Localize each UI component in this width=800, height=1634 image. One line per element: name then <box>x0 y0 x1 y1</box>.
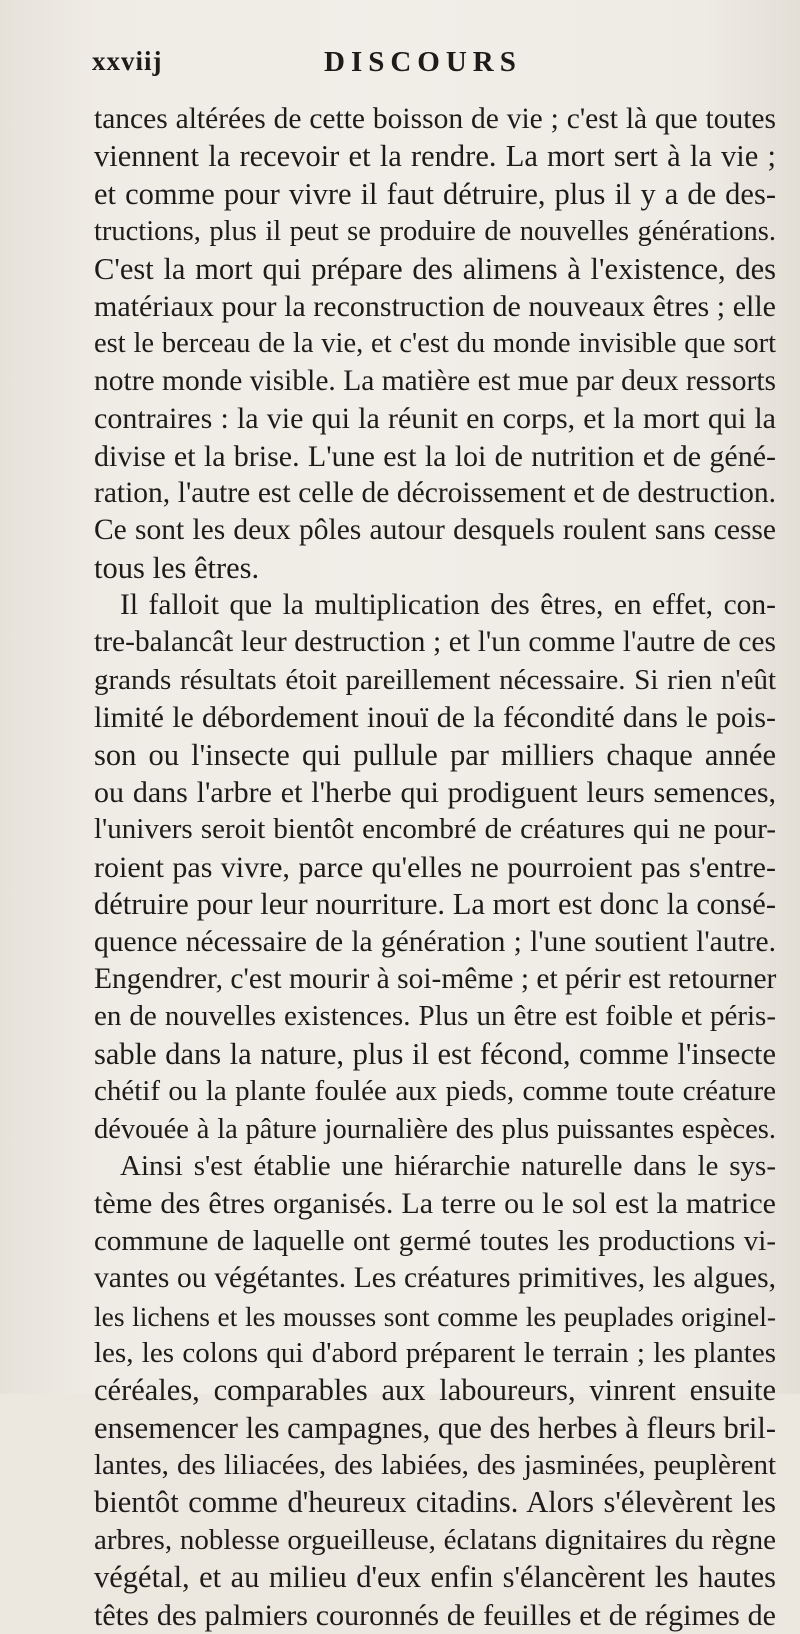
text-line: arbres, noblesse orgueilleuse, éclatans dignitaires du règne <box>94 1523 776 1556</box>
page-number: xxviij <box>92 46 163 76</box>
text-line: viennent la recevoir et la rendre. La mort sert à la vie ; <box>94 139 776 174</box>
text-line: divise et la brise. L'une est la loi de nutrition et de géné- <box>94 439 776 473</box>
text-line: sable dans la nature, plus il est fécond, comme l'insecte <box>94 1036 776 1071</box>
paragraph-start-line: Ainsi s'est établie une hiérarchie naturelle dans le sys- <box>120 1149 776 1182</box>
text-line: commune de laquelle ont germé toutes les productions vi- <box>94 1224 776 1257</box>
text-line: chétif ou la plante foulée aux pieds, comme toute créature <box>94 1075 776 1108</box>
text-line: ensemencer les campagnes, que des herbes à fleurs bril- <box>94 1410 776 1445</box>
text-line: tre-balancât leur destruction ; et l'un comme l'autre de ces <box>94 626 776 659</box>
text-line: céréales, comparables aux laboureurs, vinrent ensuite <box>94 1373 776 1408</box>
text-line: dévouée à la pâture journalière des plus puissantes espèces. <box>94 1113 776 1145</box>
text-line: vantes ou végétantes. Les créatures primitives, les algues, <box>94 1262 776 1295</box>
text-line: grands résultats étoit pareillement nécessaire. Si rien n'eût <box>94 663 776 696</box>
text-line: détruire pour leur nourriture. La mort est donc la consé- <box>94 887 776 922</box>
text-line: têtes des palmiers couronnés de feuilles et de régimes de <box>94 1598 776 1632</box>
text-line: tructions, plus il peut se produire de nouvelles générations. <box>94 216 776 248</box>
text-line: ration, l'autre est celle de décroissement et de destruction. <box>94 476 776 509</box>
text-line: Engendrer, c'est mourir à soi-même ; et périr est retourner <box>94 962 777 995</box>
text-line: tances altérées de cette boisson de vie ; c'est là que toutes <box>94 103 776 135</box>
text-line: limité le débordement inouï de la fécondité dans le pois- <box>94 701 776 735</box>
paragraph-start-line: Il falloit que la multiplication des êtres, en effet, con- <box>120 589 776 622</box>
text-line: C'est la mort qui prépare des alimens à l'existence, des <box>94 251 776 286</box>
text-line: bientôt comme d'heureux citadins. Alors s'élevèrent les <box>94 1485 776 1520</box>
text-line: ou dans l'arbre et l'herbe qui prodiguent leurs semences, <box>94 776 776 810</box>
text-line: les, les colons qui d'abord préparent le terrain ; les plantes <box>94 1336 776 1369</box>
text-line: l'univers seroit bientôt encombré de créatures qui ne pour- <box>94 813 776 846</box>
paragraph-end-line: tous les êtres. <box>94 550 260 585</box>
text-line: matériaux pour la reconstruction de nouveaux êtres ; elle <box>94 289 776 323</box>
text-line: et comme pour vivre il faut détruire, plus il y a de des- <box>94 176 776 211</box>
text-line: tème des êtres organisés. La terre ou le sol est la matrice <box>94 1187 776 1221</box>
text-line: contraires : la vie qui la réunit en corps, et la mort qui la <box>94 402 776 436</box>
text-line: est le berceau de la vie, et c'est du monde invisible que sort <box>94 328 776 360</box>
text-line: Ce sont les deux pôles autour desquels roulent sans cesse <box>94 514 776 547</box>
page-header <box>92 46 772 86</box>
text-line: végétal, et au milieu d'eux enfin s'élancèrent les hautes <box>94 1560 776 1595</box>
text-line: son ou l'insecte qui pullule par milliers chaque année <box>94 737 776 772</box>
text-line: notre monde visible. La matière est mue par deux ressorts <box>94 364 776 397</box>
text-line: quence nécessaire de la génération ; l'une soutient l'autre. <box>94 925 776 958</box>
text-line: lantes, des liliacées, des labiées, des jasminées, peuplèrent <box>94 1449 776 1482</box>
text-line: en de nouvelles existences. Plus un être est foible et péris- <box>94 1000 776 1033</box>
text-line: les lichens et les mousses sont comme les peuplades originel- <box>94 1300 776 1332</box>
body-text <box>94 101 776 1634</box>
running-head: DISCOURS <box>324 46 522 78</box>
text-line: roient pas vivre, parce qu'elles ne pourroient pas s'entre- <box>94 850 776 884</box>
